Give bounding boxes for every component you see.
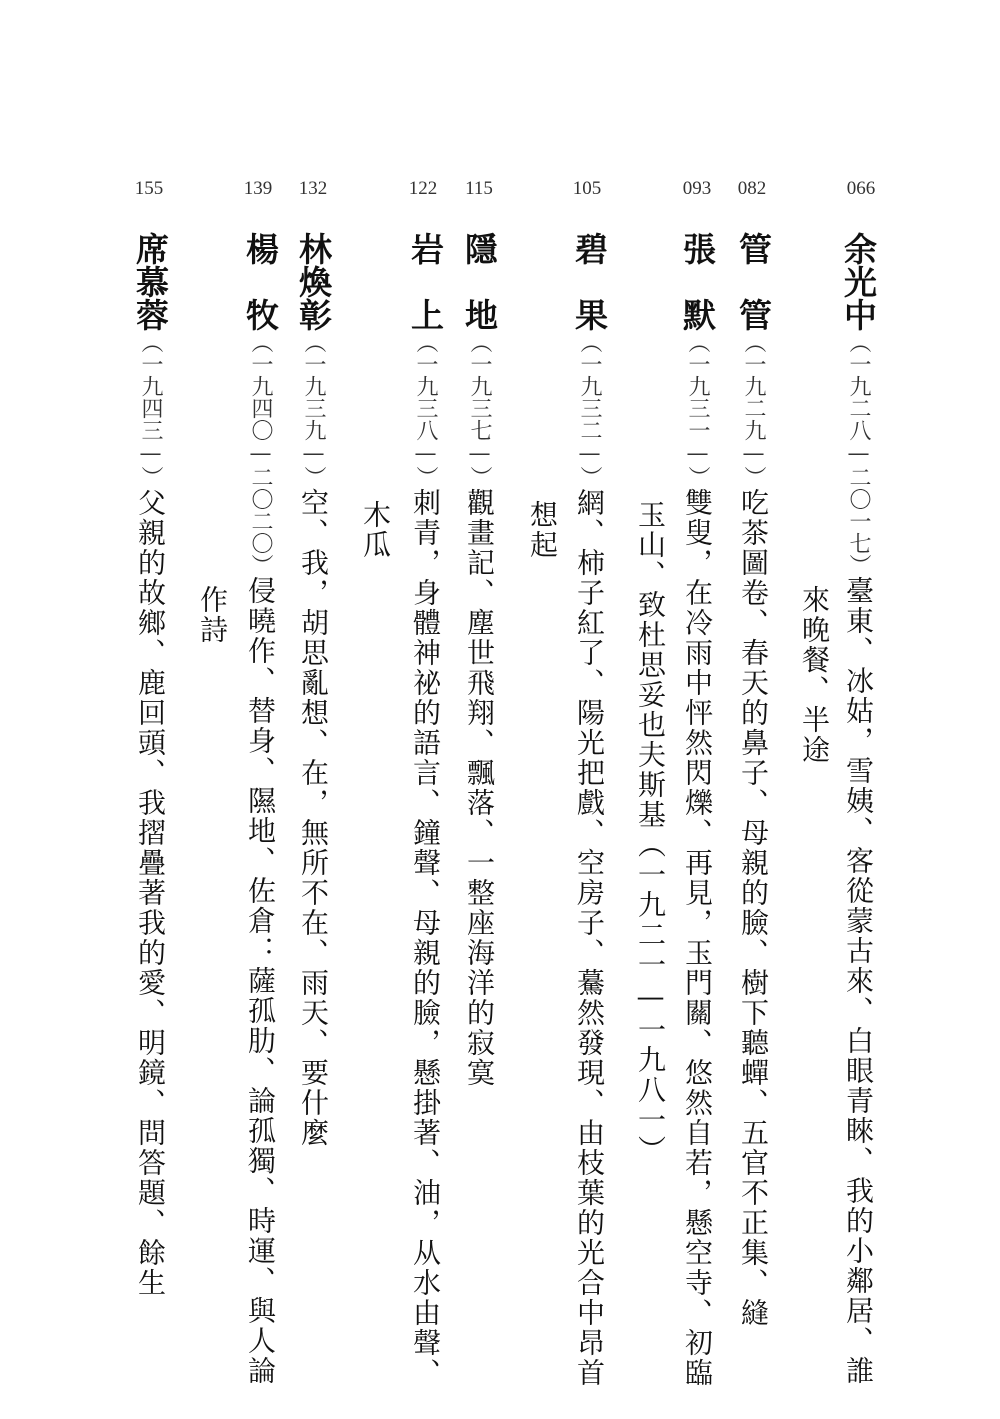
page-number: 115 xyxy=(465,178,493,199)
work-titles: 雙叟，在冷雨中怦然閃爍、再見，玉門關、悠然自若，懸空寺、初臨 xyxy=(681,488,714,1388)
toc-entry xyxy=(406,232,445,1388)
work-titles-continued: 作詩 xyxy=(196,585,229,645)
page-number: 155 xyxy=(134,178,164,199)
author-name: 楊 牧 xyxy=(241,232,280,331)
author-dates: （一九四〇—二〇二〇） xyxy=(248,331,273,576)
author-name: 管 管 xyxy=(734,232,773,331)
work-titles: 吃茶圖卷、春天的鼻子、母親的臉、樹下聽蟬、五官不正集、縫 xyxy=(737,488,770,1328)
author-name: 席慕蓉 xyxy=(131,232,170,331)
toc-entry xyxy=(839,232,878,1386)
author-dates: （一九三一—） xyxy=(685,331,710,488)
author-name: 余光中 xyxy=(839,232,878,331)
author-name: 碧 果 xyxy=(570,232,609,331)
page-number: 132 xyxy=(298,178,328,199)
page-number: 139 xyxy=(243,178,273,199)
toc-entry xyxy=(241,232,280,1386)
author-dates: （一九二九—） xyxy=(741,331,766,488)
work-titles-continued: 木瓜 xyxy=(359,500,392,560)
page-number: 082 xyxy=(737,178,767,199)
work-titles-continued: 想起 xyxy=(526,500,559,560)
page-number: 105 xyxy=(572,178,602,199)
author-dates: （一九三八—） xyxy=(413,331,438,488)
work-titles: 空、我，胡思亂想、在，無所不在、雨天、要什麼 xyxy=(297,488,330,1148)
work-titles-continued: 玉山、致杜思妥也夫斯基（一九二一—一九八一） xyxy=(634,500,667,1165)
toc-entry xyxy=(734,232,773,1328)
work-titles: 臺東、冰姑，雪姨、客從蒙古來、白眼青睞、我的小鄰居、誰 xyxy=(842,576,875,1386)
author-name: 隱 地 xyxy=(460,232,499,331)
author-dates: （一九三七—） xyxy=(467,331,492,488)
page-number: 066 xyxy=(846,178,876,199)
page-number: 122 xyxy=(408,178,438,199)
work-titles: 侵曉作、替身、隰地、佐倉：薩孤肋、論孤獨、時運、與人論 xyxy=(244,576,277,1386)
toc-entry xyxy=(131,232,170,1298)
author-dates: （一九三九—） xyxy=(301,331,326,488)
author-dates: （一九三二—） xyxy=(577,331,602,488)
work-titles: 父親的故鄉、鹿回頭、我摺疊著我的愛、明鏡、問答題、餘生 xyxy=(134,488,167,1298)
author-dates: （一九二八—二〇一七） xyxy=(846,331,871,576)
toc-entry xyxy=(294,232,333,1148)
author-name: 林煥彰 xyxy=(294,232,333,331)
toc-entry xyxy=(678,232,717,1388)
work-titles: 觀畫記、塵世飛翔、飄落、一整座海洋的寂寞 xyxy=(463,488,496,1088)
author-dates: （一九四三—） xyxy=(138,331,163,488)
toc-entry xyxy=(460,232,499,1088)
author-name: 張 默 xyxy=(678,232,717,331)
work-titles-continued: 來晚餐、半途 xyxy=(798,585,831,765)
page-number: 093 xyxy=(682,178,712,199)
toc-entry xyxy=(570,232,609,1388)
work-titles: 網、柿子紅了、陽光把戲、空房子、驀然發現、由枝葉的光合中昂首 xyxy=(573,488,606,1388)
author-name: 岩 上 xyxy=(406,232,445,331)
work-titles: 刺青，身體神祕的語言、鐘聲、母親的臉，懸掛著、油，从水由聲、 xyxy=(409,488,442,1388)
